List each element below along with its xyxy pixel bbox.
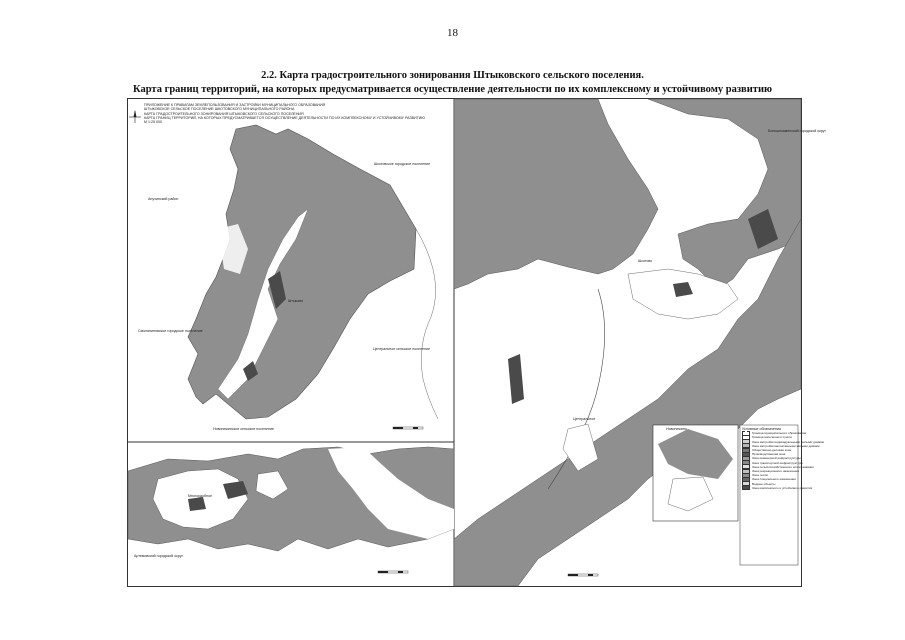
legend-label: Зона сельскохозяйственного использования	[752, 464, 814, 469]
legend-label: Зона лесов	[752, 473, 768, 478]
legend-swatch	[742, 485, 750, 490]
development-zone-2	[188, 497, 206, 511]
place-label: Новонежино	[666, 427, 687, 431]
municipality-panel	[188, 125, 438, 429]
legend-label: Зона инженерной инфраструктуры	[752, 456, 801, 461]
scale-bar	[378, 571, 408, 573]
place-label: Большекаменский городской округ	[768, 129, 826, 133]
north-arrow-icon	[129, 110, 141, 123]
legend-label: Производственная зона	[752, 452, 786, 457]
map-drawing	[128, 99, 801, 586]
place-label: Центральное сельское поселение	[373, 347, 430, 351]
legend-label: Зона специального назначения	[752, 477, 796, 482]
legend-label: Зона транспортной инфраструктуры	[752, 460, 803, 465]
page-title: 2.2. Карта градостроительного зонирования Штыковского сельского поселения.	[261, 70, 644, 81]
place-label: Анучинский район	[148, 197, 179, 201]
page-subtitle: Карта границ территорий, на которых предусматривается осуществление деятельности по их комплексному и устойчивому развитию	[132, 84, 773, 95]
place-label: Артемовский городской округ	[134, 554, 183, 558]
legend-label: Общественно-деловая зона	[752, 448, 792, 452]
district-boundary	[416, 229, 438, 419]
legend-label: Зона застройки индивидуальными жилыми домами	[752, 439, 825, 444]
page-number: 18	[447, 27, 458, 39]
place-label: Многоудобное	[188, 494, 212, 498]
zoning-map	[127, 98, 826, 587]
legend-title: Условные обозначения	[742, 427, 781, 431]
map-header: ПРИЛОЖЕНИЕ К ПРАВИЛАМ ЗЕМЛЕПОЛЬЗОВАНИЯ И ЗАСТРОЙКИ МУНИЦИПАЛЬНОГО ОБРАЗОВАНИЯ ШТЫКОВСКОЕ СЕЛЬСКОЕ ПОСЕЛЕНИЕ ШКОТОВСКОГО МУНИЦИПАЛЬНОГО РАЙОНА КАРТА ГРАДОСТРОИТЕЛЬНОГО ЗОНИРОВАНИЯ ШТЫКОВСКОГО СЕЛЬСКОГО ПОСЕЛЕНИЯ КАРТА ГРАНИЦ ТЕРРИТОРИЙ, НА КОТОРЫХ ПРЕДУСМАТРИВАЕТСЯ ОСУЩЕСТВЛЕНИЕ ДЕЯТЕЛЬНОСТИ ПО ИХ КОМПЛЕКСНОМУ И УСТОЙЧИВОМУ РАЗВИТИЮ М 1:25 000	[144, 103, 426, 125]
place-label: Смоляниновское городское поселение	[138, 329, 203, 333]
legend-label: Зона застройки малоэтажными жилыми домами	[752, 443, 820, 448]
legend-label: Граница населенного пункта	[752, 435, 792, 440]
scale-bar	[393, 427, 423, 429]
place-label: Шкотово	[638, 259, 653, 263]
legend-label: Зона комплексного и устойчивого развития	[752, 485, 813, 490]
forest-zone-north-west	[454, 99, 658, 289]
legend-label: Водные объекты	[752, 481, 776, 486]
place-label: Шкотовское городское поселение	[374, 162, 431, 166]
legend-label: Зона рекреационного назначения	[752, 468, 799, 473]
scale-bar	[568, 574, 598, 576]
legend-label: Граница муниципального образования	[752, 431, 807, 436]
place-label: Штыково	[288, 299, 304, 303]
development-zone-west	[508, 354, 524, 404]
legend	[742, 427, 824, 490]
place-label: Новонежинское сельское поселение	[213, 427, 274, 431]
place-label: Центральное	[573, 417, 596, 421]
settlement-overview-panel	[454, 99, 801, 586]
municipality-area	[188, 125, 416, 419]
